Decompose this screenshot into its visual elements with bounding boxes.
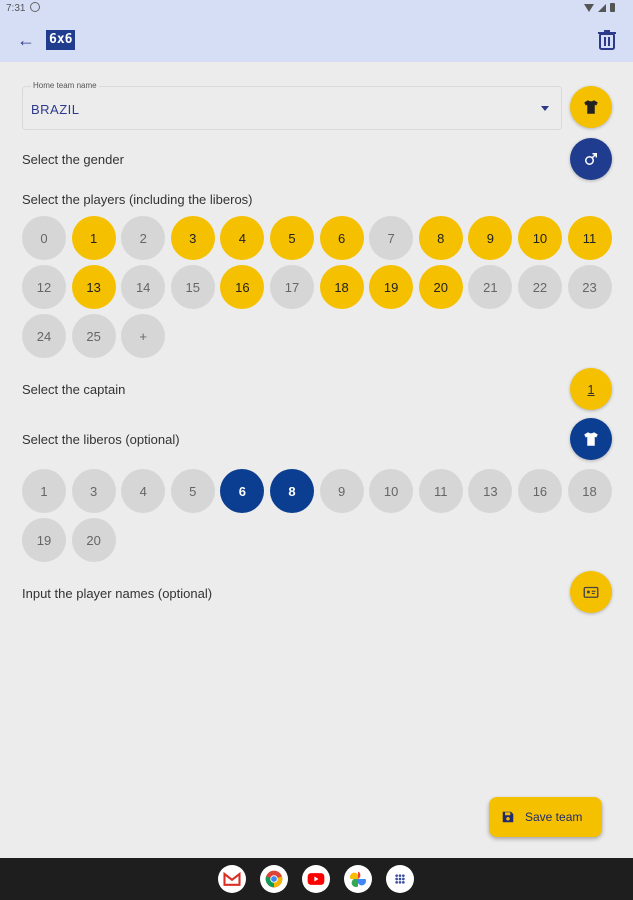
libero-number-chip[interactable]: 16 <box>518 469 562 513</box>
player-number-chip[interactable]: 23 <box>568 265 612 309</box>
libero-number-chip[interactable]: 11 <box>419 469 463 513</box>
gender-label: Select the gender <box>22 152 124 167</box>
player-number-chip[interactable]: 19 <box>369 265 413 309</box>
players-label: Select the players (including the liberos) <box>22 192 253 207</box>
player-names-label: Input the player names (optional) <box>22 586 213 601</box>
player-number-chip[interactable]: 24 <box>22 314 66 358</box>
player-number-chip[interactable]: 4 <box>220 216 264 260</box>
libero-color-button[interactable] <box>570 418 612 460</box>
team-name-label: Home team name <box>33 81 97 90</box>
captain-number: 1 <box>587 381 595 397</box>
liberos-grid <box>22 469 617 562</box>
libero-number-chip[interactable]: 18 <box>568 469 612 513</box>
player-number-chip[interactable]: 11 <box>568 216 612 260</box>
player-number-chip[interactable]: 3 <box>171 216 215 260</box>
libero-number-chip[interactable]: 13 <box>468 469 512 513</box>
app-grid-icon <box>390 869 410 889</box>
player-number-chip[interactable]: 20 <box>419 265 463 309</box>
player-number-chip[interactable]: 18 <box>320 265 364 309</box>
signal-icon <box>598 4 606 12</box>
libero-number-chip[interactable]: 3 <box>72 469 116 513</box>
gmail-app-icon[interactable] <box>218 865 246 893</box>
liberos-label: Select the liberos (optional) <box>22 432 180 447</box>
team-name-dropdown[interactable] <box>22 81 562 130</box>
libero-number-chip[interactable]: 6 <box>220 469 264 513</box>
app-drawer-icon[interactable] <box>386 865 414 893</box>
libero-number-chip[interactable]: 19 <box>22 518 66 562</box>
dropdown-arrow-icon <box>541 106 549 111</box>
player-number-chip[interactable]: 12 <box>22 265 66 309</box>
save-team-button[interactable] <box>489 797 602 837</box>
captain-label: Select the captain <box>22 382 126 397</box>
player-number-chip[interactable]: 7 <box>369 216 413 260</box>
player-number-chip[interactable]: 5 <box>270 216 314 260</box>
player-number-chip[interactable]: 10 <box>518 216 562 260</box>
team-color-button[interactable] <box>570 86 612 128</box>
player-number-chip[interactable]: 8 <box>419 216 463 260</box>
chrome-icon <box>264 869 284 889</box>
libero-number-chip[interactable]: 4 <box>121 469 165 513</box>
system-icons <box>584 3 615 12</box>
player-number-chip[interactable]: 2 <box>121 216 165 260</box>
captain-button[interactable] <box>570 368 612 410</box>
floppy-disk-icon <box>501 810 515 824</box>
chrome-app-icon[interactable] <box>260 865 288 893</box>
player-number-chip[interactable]: 17 <box>270 265 314 309</box>
libero-number-chip[interactable]: 1 <box>22 469 66 513</box>
player-number-chip[interactable]: 22 <box>518 265 562 309</box>
gmail-icon <box>222 869 242 889</box>
app-dock <box>218 865 414 893</box>
player-number-chip[interactable]: 15 <box>171 265 215 309</box>
libero-number-chip[interactable]: 5 <box>171 469 215 513</box>
player-number-chip[interactable]: 16 <box>220 265 264 309</box>
player-names-button[interactable] <box>570 571 612 613</box>
libero-number-chip[interactable]: 9 <box>320 469 364 513</box>
libero-number-chip[interactable]: 8 <box>270 469 314 513</box>
save-team-label: Save team <box>525 810 583 824</box>
shirt-icon <box>582 430 600 448</box>
team-name-value: BRAZIL <box>31 102 80 117</box>
players-grid <box>22 216 617 358</box>
player-number-chip[interactable]: 0 <box>22 216 66 260</box>
gender-button[interactable] <box>570 138 612 180</box>
battery-icon <box>610 3 615 12</box>
player-number-chip[interactable]: 6 <box>320 216 364 260</box>
libero-number-chip[interactable]: 10 <box>369 469 413 513</box>
globe-icon <box>30 2 40 12</box>
player-number-chip[interactable]: 25 <box>72 314 116 358</box>
id-card-icon <box>582 583 600 601</box>
shirt-icon <box>582 98 600 116</box>
player-number-chip[interactable]: + <box>121 314 165 358</box>
youtube-app-icon[interactable] <box>302 865 330 893</box>
player-number-chip[interactable]: 9 <box>468 216 512 260</box>
libero-number-chip[interactable]: 20 <box>72 518 116 562</box>
status-bar <box>0 0 633 18</box>
player-number-chip[interactable]: 13 <box>72 265 116 309</box>
photos-app-icon[interactable] <box>344 865 372 893</box>
navigation-bar <box>0 858 633 900</box>
back-arrow-icon[interactable]: ← <box>17 29 35 50</box>
wifi-icon <box>584 4 594 12</box>
male-symbol-icon <box>582 150 600 168</box>
player-number-chip[interactable]: 1 <box>72 216 116 260</box>
photos-icon <box>348 869 368 889</box>
delete-team-button[interactable] <box>595 28 619 52</box>
player-number-chip[interactable]: 14 <box>121 265 165 309</box>
youtube-icon <box>306 869 326 889</box>
trash-icon <box>595 28 619 52</box>
player-number-chip[interactable]: 21 <box>468 265 512 309</box>
status-time: 7:31 <box>6 3 26 14</box>
app-bar <box>0 18 633 62</box>
page-title: 6x6 <box>46 30 75 50</box>
